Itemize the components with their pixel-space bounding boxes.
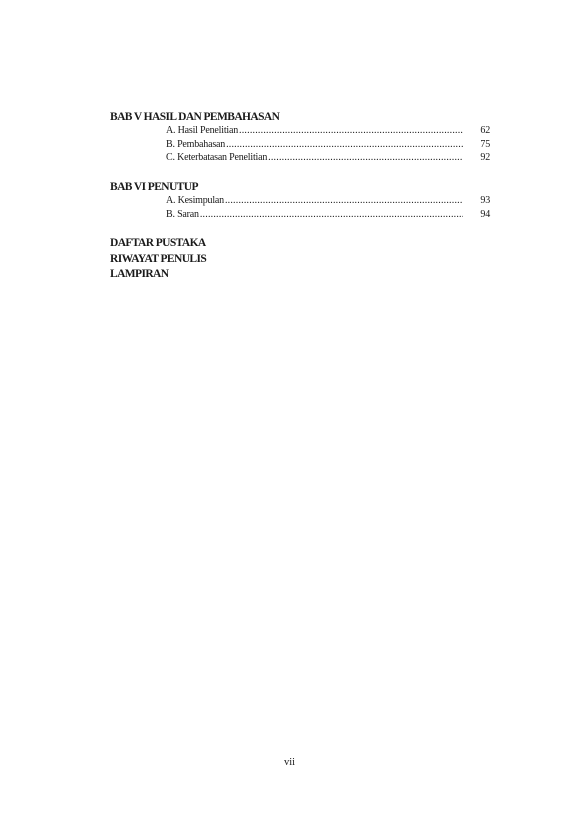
toc-entry-page: 94 bbox=[480, 208, 490, 220]
toc-entry-page: 92 bbox=[480, 152, 490, 163]
back-matter-item: RIWAYAT PENULIS bbox=[110, 252, 207, 265]
toc-entry-label: B. Saran bbox=[166, 208, 199, 220]
toc-entry bbox=[166, 194, 490, 208]
toc-entry-label: A. Kesimpulan bbox=[166, 195, 224, 206]
chapter-5 bbox=[110, 110, 490, 165]
toc-entry-label: B. Pembahasan bbox=[166, 138, 226, 150]
toc-entry-page: 62 bbox=[480, 125, 490, 136]
toc-entry bbox=[166, 151, 490, 165]
toc-entry-label: A. Hasil Penelitian bbox=[166, 125, 239, 136]
page-number: vii bbox=[283, 757, 296, 768]
toc-entry-page: 93 bbox=[480, 195, 490, 206]
toc-entry-label: C. Keterbatasan Penelitian bbox=[166, 152, 268, 163]
dot-leader bbox=[226, 138, 463, 152]
dot-leader bbox=[268, 151, 463, 165]
toc-entry bbox=[166, 124, 490, 138]
dot-leader bbox=[200, 208, 463, 222]
dot-leader bbox=[225, 194, 463, 208]
back-matter-list bbox=[110, 236, 206, 283]
toc-entry bbox=[166, 208, 490, 222]
chapter-6 bbox=[110, 180, 490, 221]
toc-entry-page: 75 bbox=[480, 138, 490, 150]
chapter-title: BAB V HASIL DAN PEMBAHASAN bbox=[110, 111, 280, 123]
dot-leader bbox=[239, 124, 463, 138]
toc-entry bbox=[166, 138, 490, 152]
chapter-title: BAB VI PENUTUP bbox=[110, 181, 198, 193]
back-matter-item: LAMPIRAN bbox=[110, 268, 169, 280]
back-matter-item: DAFTAR PUSTAKA bbox=[110, 237, 206, 249]
